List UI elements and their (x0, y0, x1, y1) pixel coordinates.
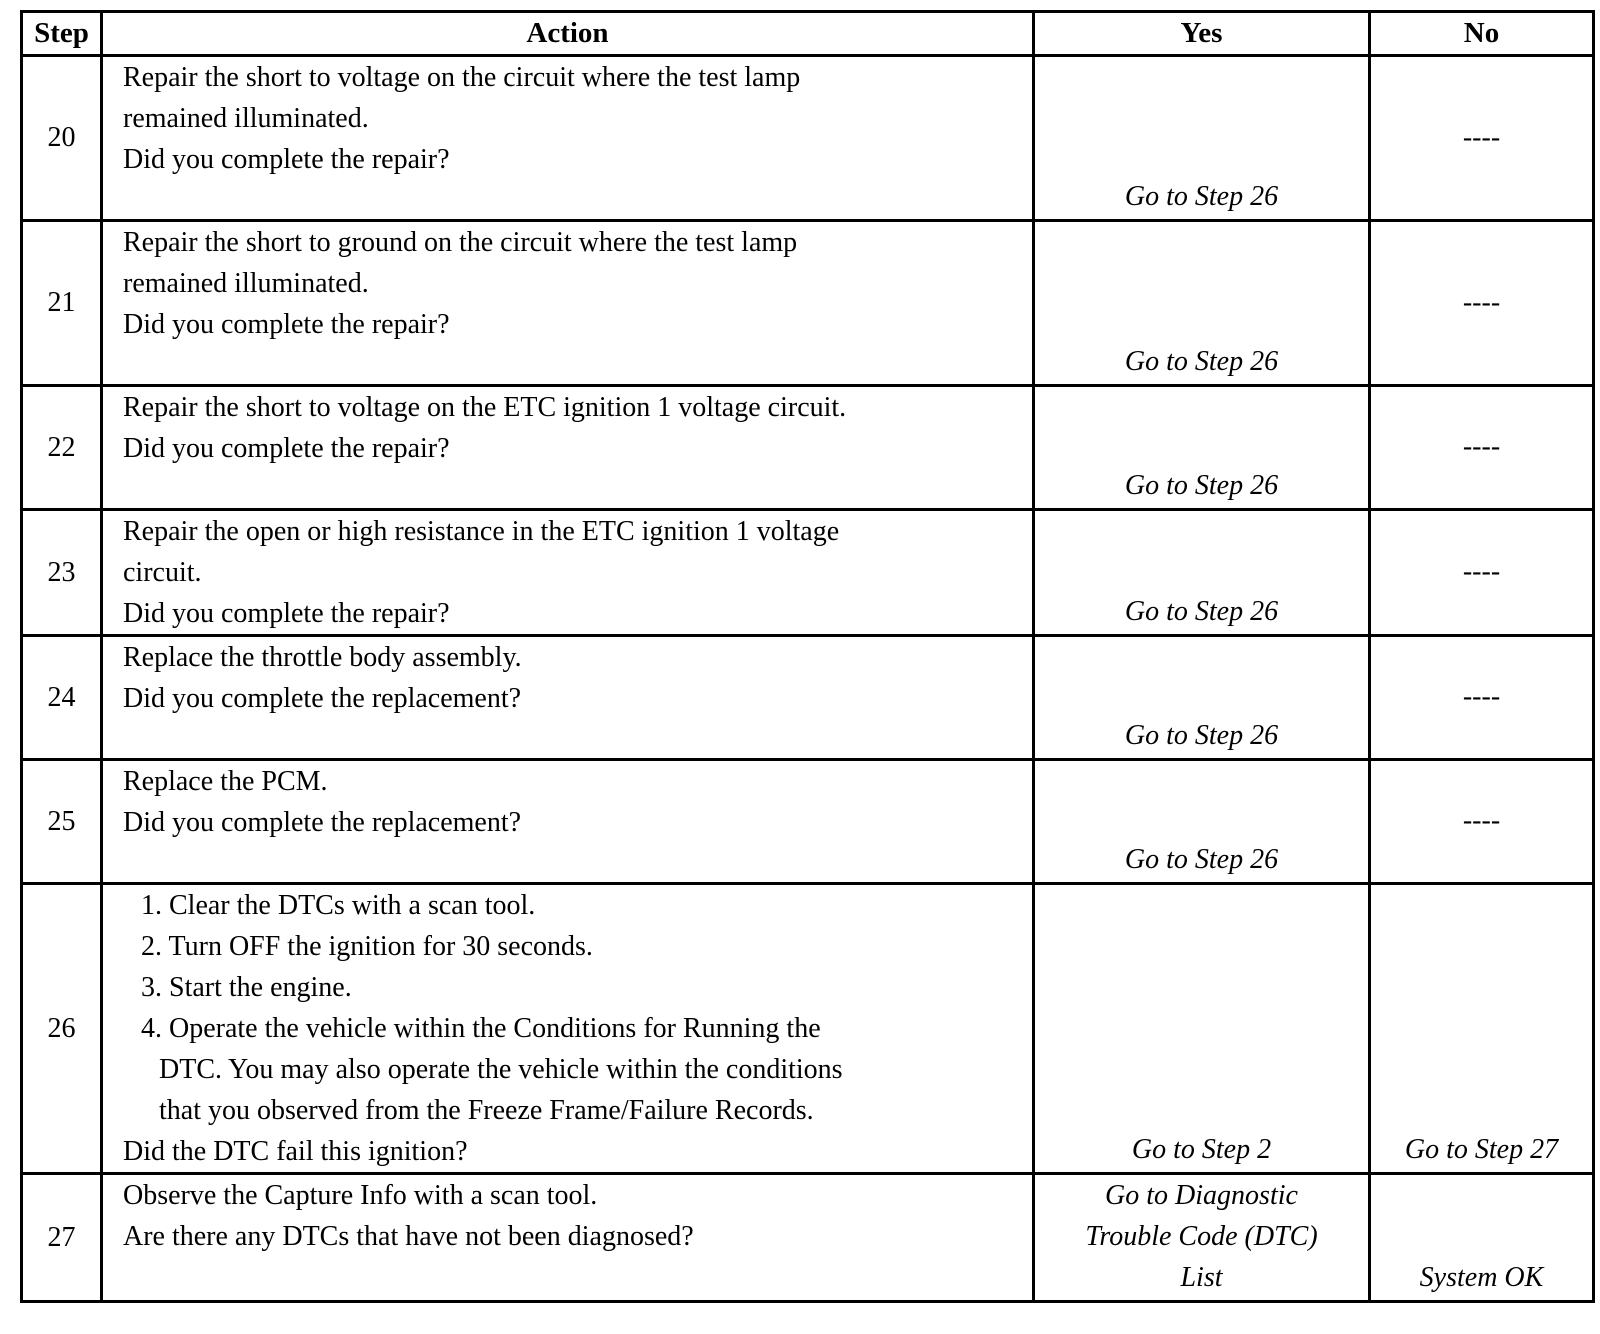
action-text: Repair the short to ground on the circuit where the test lamp remained illuminated. (123, 227, 798, 299)
list-item: 1. Clear the DTCs with a scan tool. (141, 890, 536, 921)
yes-result: Go to Step 26 (1034, 510, 1370, 636)
table-header-row (22, 12, 1594, 56)
action-cell (102, 510, 1034, 636)
action-cell (102, 760, 1034, 884)
yes-result: Go to Step 26 (1034, 760, 1370, 884)
header-step: Step (22, 12, 102, 56)
header-no: No (1370, 12, 1594, 56)
no-result: ---- (1370, 386, 1594, 510)
step-number: 27 (22, 1174, 102, 1302)
step-number: 20 (22, 56, 102, 221)
action-cell (102, 884, 1034, 1174)
yes-result: Go to Step 2 (1034, 884, 1370, 1174)
action-question: Did you complete the replacement? (123, 807, 522, 838)
action-cell (102, 636, 1034, 760)
step-number: 22 (22, 386, 102, 510)
yes-result: Go to Step 26 (1034, 221, 1370, 386)
table-row (22, 221, 1594, 386)
list-item: 2. Turn OFF the ignition for 30 seconds. (141, 931, 593, 962)
action-text: Repair the short to voltage on the circuit where the test lamp remained illuminated. (123, 62, 801, 134)
action-cell (102, 386, 1034, 510)
step-number: 21 (22, 221, 102, 386)
yes-result: Go to Step 26 (1034, 386, 1370, 510)
action-question: Did you complete the repair? (123, 144, 450, 175)
table-row (22, 760, 1594, 884)
action-question: Did you complete the repair? (123, 598, 450, 629)
yes-result: Go to Diagnostic Trouble Code (DTC) List (1034, 1174, 1370, 1302)
no-result: ---- (1370, 510, 1594, 636)
no-result: ---- (1370, 56, 1594, 221)
numbered-steps (123, 885, 1012, 1131)
no-result: System OK (1370, 1174, 1594, 1302)
action-question: Did you complete the repair? (123, 309, 450, 340)
step-number: 26 (22, 884, 102, 1174)
table-row (22, 636, 1594, 760)
action-text: Repair the short to voltage on the ETC ignition 1 voltage circuit. (123, 392, 847, 423)
step-number: 25 (22, 760, 102, 884)
table-row (22, 56, 1594, 221)
action-text: Replace the PCM. (123, 766, 328, 797)
step-number: 23 (22, 510, 102, 636)
action-text: Observe the Capture Info with a scan tool. (123, 1180, 598, 1211)
table-row (22, 884, 1594, 1174)
diagnostic-table (20, 10, 1595, 1303)
header-action: Action (102, 12, 1034, 56)
table-row (22, 510, 1594, 636)
list-item-continuation: DTC. You may also operate the vehicle within the conditions (159, 1054, 843, 1085)
action-question: Did you complete the replacement? (123, 683, 522, 714)
action-cell (102, 1174, 1034, 1302)
action-question: Did the DTC fail this ignition? (123, 1136, 468, 1167)
action-text: Replace the throttle body assembly. (123, 642, 522, 673)
header-yes: Yes (1034, 12, 1370, 56)
yes-result: Go to Step 26 (1034, 56, 1370, 221)
list-item-continuation: that you observed from the Freeze Frame/Failure Records. (159, 1095, 814, 1126)
list-item: 3. Start the engine. (141, 972, 352, 1003)
no-result: ---- (1370, 760, 1594, 884)
action-question: Did you complete the repair? (123, 433, 450, 464)
action-question: Are there any DTCs that have not been diagnosed? (123, 1221, 694, 1252)
action-cell (102, 56, 1034, 221)
table-row (22, 1174, 1594, 1302)
step-number: 24 (22, 636, 102, 760)
action-cell (102, 221, 1034, 386)
table-row (22, 386, 1594, 510)
no-result: ---- (1370, 636, 1594, 760)
list-item: 4. Operate the vehicle within the Conditions for Running the (141, 1013, 821, 1044)
yes-result: Go to Step 26 (1034, 636, 1370, 760)
action-text: Repair the open or high resistance in the ETC ignition 1 voltage circuit. (123, 516, 840, 588)
no-result: ---- (1370, 221, 1594, 386)
no-result: Go to Step 27 (1370, 884, 1594, 1174)
